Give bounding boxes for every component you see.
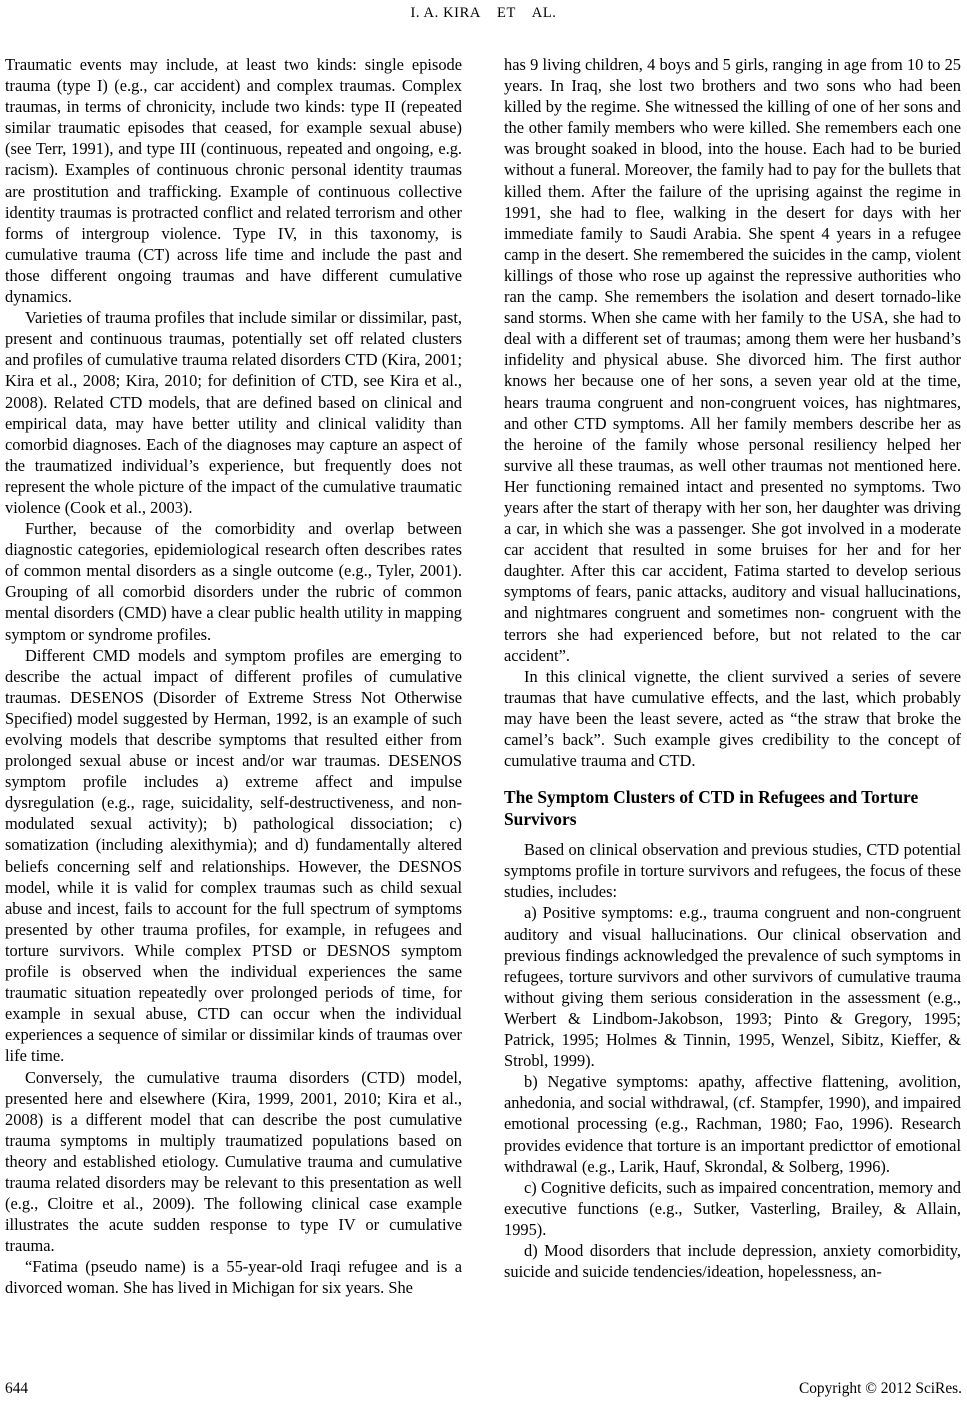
- copyright-notice: Copyright © 2012 SciRes.: [798, 1380, 962, 1397]
- page-number: 644: [5, 1380, 29, 1397]
- paragraph: c) Cognitive deficits, such as impaired concentration, memory and executive functions (e.g., Sutker, Vasterling, Brailey, & Allain, 1995).: [504, 1177, 961, 1239]
- paragraph: a) Positive symptoms: e.g., trauma congruent and non-congruent auditory and visual hallucinations. Our clinical observation and previous findings acknowledged the prevalence of such symptoms in refugees, torture survivors and other survivors of cumulative trauma without giving them serious consideration in the assessment (e.g., Werbert & Lindbom-Jakobson, 1993; Pinto & Gregory, 1995; Patrick, 1995; Holmes & Tinnin, 1995, Wenzel, Sibitz, Kieffer, & Strobl, 1999).: [504, 903, 961, 1071]
- two-column-body: [5, 54, 962, 1309]
- paragraph: “Fatima (pseudo name) is a 55-year-old Iraqi refugee and is a divorced woman. She has lived in Michigan for six years. She: [5, 1257, 462, 1298]
- paragraph: In this clinical vignette, the client survived a series of severe traumas that have cumulative effects, and the last, which probably may have been the least severe, acted as “the straw that broke the camel’s back”. Such example gives credibility to the concept of cumulative trauma and CTD.: [504, 666, 961, 771]
- paragraph: Further, because of the comorbidity and overlap between diagnostic categories, epidemiological research often describes rates of common mental disorders as a single outcome (e.g., Tyler, 2001). Grouping of all comorbid disorders under the rubric of common mental disorders (CMD) have a clear public health utility in mapping symptom or syndrome profiles.: [5, 519, 462, 644]
- paragraph: Traumatic events may include, at least two kinds: single episode trauma (type I) (e.g., car accident) and complex traumas. Complex traumas, in terms of chronicity, include two kinds: type II (repeated similar traumatic episodes that ceased, for example sexual abuse) (see Terr, 1991), and type III (continuous, repeated and ongoing, e.g. racism). Examples of continuous chronic personal identity traumas are prostitution and trafficking. Example of continuous collective identity traumas is protracted conflict and related terrorism and other forms of intergroup violence. Type IV, in this taxonomy, is cumulative trauma (CT) across life time and include the past and those different ongoing traumas and have different cumulative dynamics.: [5, 55, 462, 307]
- paragraph: d) Mood disorders that include depression, anxiety comorbidity, suicide and suicide tendencies/ideation, hopelessness, an-: [504, 1240, 961, 1282]
- paragraph: Based on clinical observation and previous studies, CTD potential symptoms profile in torture survivors and refugees, the focus of these studies, includes:: [504, 840, 961, 902]
- page-footer: [5, 1379, 962, 1398]
- section-heading: The Symptom Clusters of CTD in Refugees and Torture Survivors: [504, 787, 919, 829]
- right-column: [504, 54, 961, 1309]
- paragraph: Varieties of trauma profiles that include similar or dissimilar, past, present and continuous traumas, potentially set off related clusters and profiles of cumulative trauma related disorders CTD (Kira, 2001; Kira et al., 2008; Kira, 2010; for definition of CTD, see Kira et al., 2008). Related CTD models, that are defined based on clinical and empirical data, may have better utility and clinical validity than comorbid diagnoses. Each of the diagnoses may capture an aspect of the traumatized individual’s experience, but frequently does not represent the whole picture of the impact of the cumulative traumatic violence (Cook et al., 2003).: [5, 308, 462, 517]
- paragraph: b) Negative symptoms: apathy, affective flattening, avolition, anhedonia, and social withdrawal, (cf. Stampfer, 1990), and impaired emotional processing (e.g., Rachman, 1980; Fao, 1996). Research provides evidence that torture is an important predicttor of emotional withdrawal (e.g., Larik, Hauf, Skrondal, & Solberg, 1996).: [504, 1072, 961, 1176]
- paragraph: Conversely, the cumulative trauma disorders (CTD) model, presented here and elsewhere (Kira, 1999, 2001, 2010; Kira et al., 2008) is a different model that can describe the post cumulative trauma symptoms in multiply traumatized populations based on theory and established etiology. Cumulative trauma and cumulative trauma related disorders may be relevant to this presentation as well (e.g., Cloitre et al., 2009). The following clinical case example illustrates the acute sudden response to type IV or cumulative trauma.: [5, 1067, 462, 1256]
- left-column: [5, 54, 462, 1309]
- running-head: I. A. KIRA ET AL.: [410, 5, 557, 21]
- paragraph: has 9 living children, 4 boys and 5 girls, ranging in age from 10 to 25 years. In Iraq, she lost two brothers and two sons who had been killed by the regime. She witnessed the killing of one of her sons and the other family members who were killed. She remembers each one was brought soaked in blood, into the house. Each had to be buried without a funeral. Moreover, the family had to pay for the bullets that killed them. After the failure of the uprising against the regime in 1991, she had to flee, walking in the desert for days with her immediate family to Saudi Arabia. She spent 4 years in a refugee camp in the desert. She remembered the suicides in the camp, violent killings of those who rose up against the repressive authorities who ran the camp. She remembers the isolation and desert tornado-like sand storms. When she came with her family to the USA, she had to deal with a different set of traumas; among them were her husband’s infidelity and physical abuse. She divorced him. The first author knows her because one of her sons, a seven year old at the time, hears trauma congruent and non-congruent voices, has nightmares, and other CTD symptoms. All her family members describe her as the heroine of the family whose personal resiliency helped her survive all these traumas, as well other traumas not mentioned here. Her functioning remained intact and presented no symptoms. Two years after the start of therapy with her son, her daughter was driving a car, in which she was a passenger. She got involved in a moderate car accident that resulted in some bruises for her and for her daughter. After this car accident, Fatima started to develop serious symptoms of fears, panic attacks, auditory and visual hallucinations, and nightmares congruent and sometimes non- congruent with the terrors she had experienced before, but not related to the car accident”.: [504, 55, 961, 665]
- paragraph: Different CMD models and symptom profiles are emerging to describe the actual impact of different profiles of cumulative traumas. DESENOS (Disorder of Extreme Stress Not Otherwise Specified) model suggested by Herman, 1992, is an example of such evolving models that describe symptoms that resulted either from prolonged sexual abuse or incest and/or war traumas. DESENOS symptom profile includes a) extreme affect and impulse dysregulation (e.g., rage, suicidality, self-destructiveness, and non-modulated sexual activity); b) pathological dissociation; c) somatization (including alexithymia); and d) fundamentally altered beliefs concerning self and relationships. However, the DESNOS model, while it is valid for complex traumas such as child sexual abuse and incest, fails to account for the full spectrum of symptoms presented by other trauma profiles, for example, in refugees and torture survivors. While complex PTSD or DESNOS symptom profile is observed when the individual experiences the same traumatic situation repeatedly over prolonged periods of time, for example in sexual abuse, CTD can occur when the individual experiences a sequence of similar or dissimilar kinds of traumas over life time.: [5, 645, 462, 1066]
